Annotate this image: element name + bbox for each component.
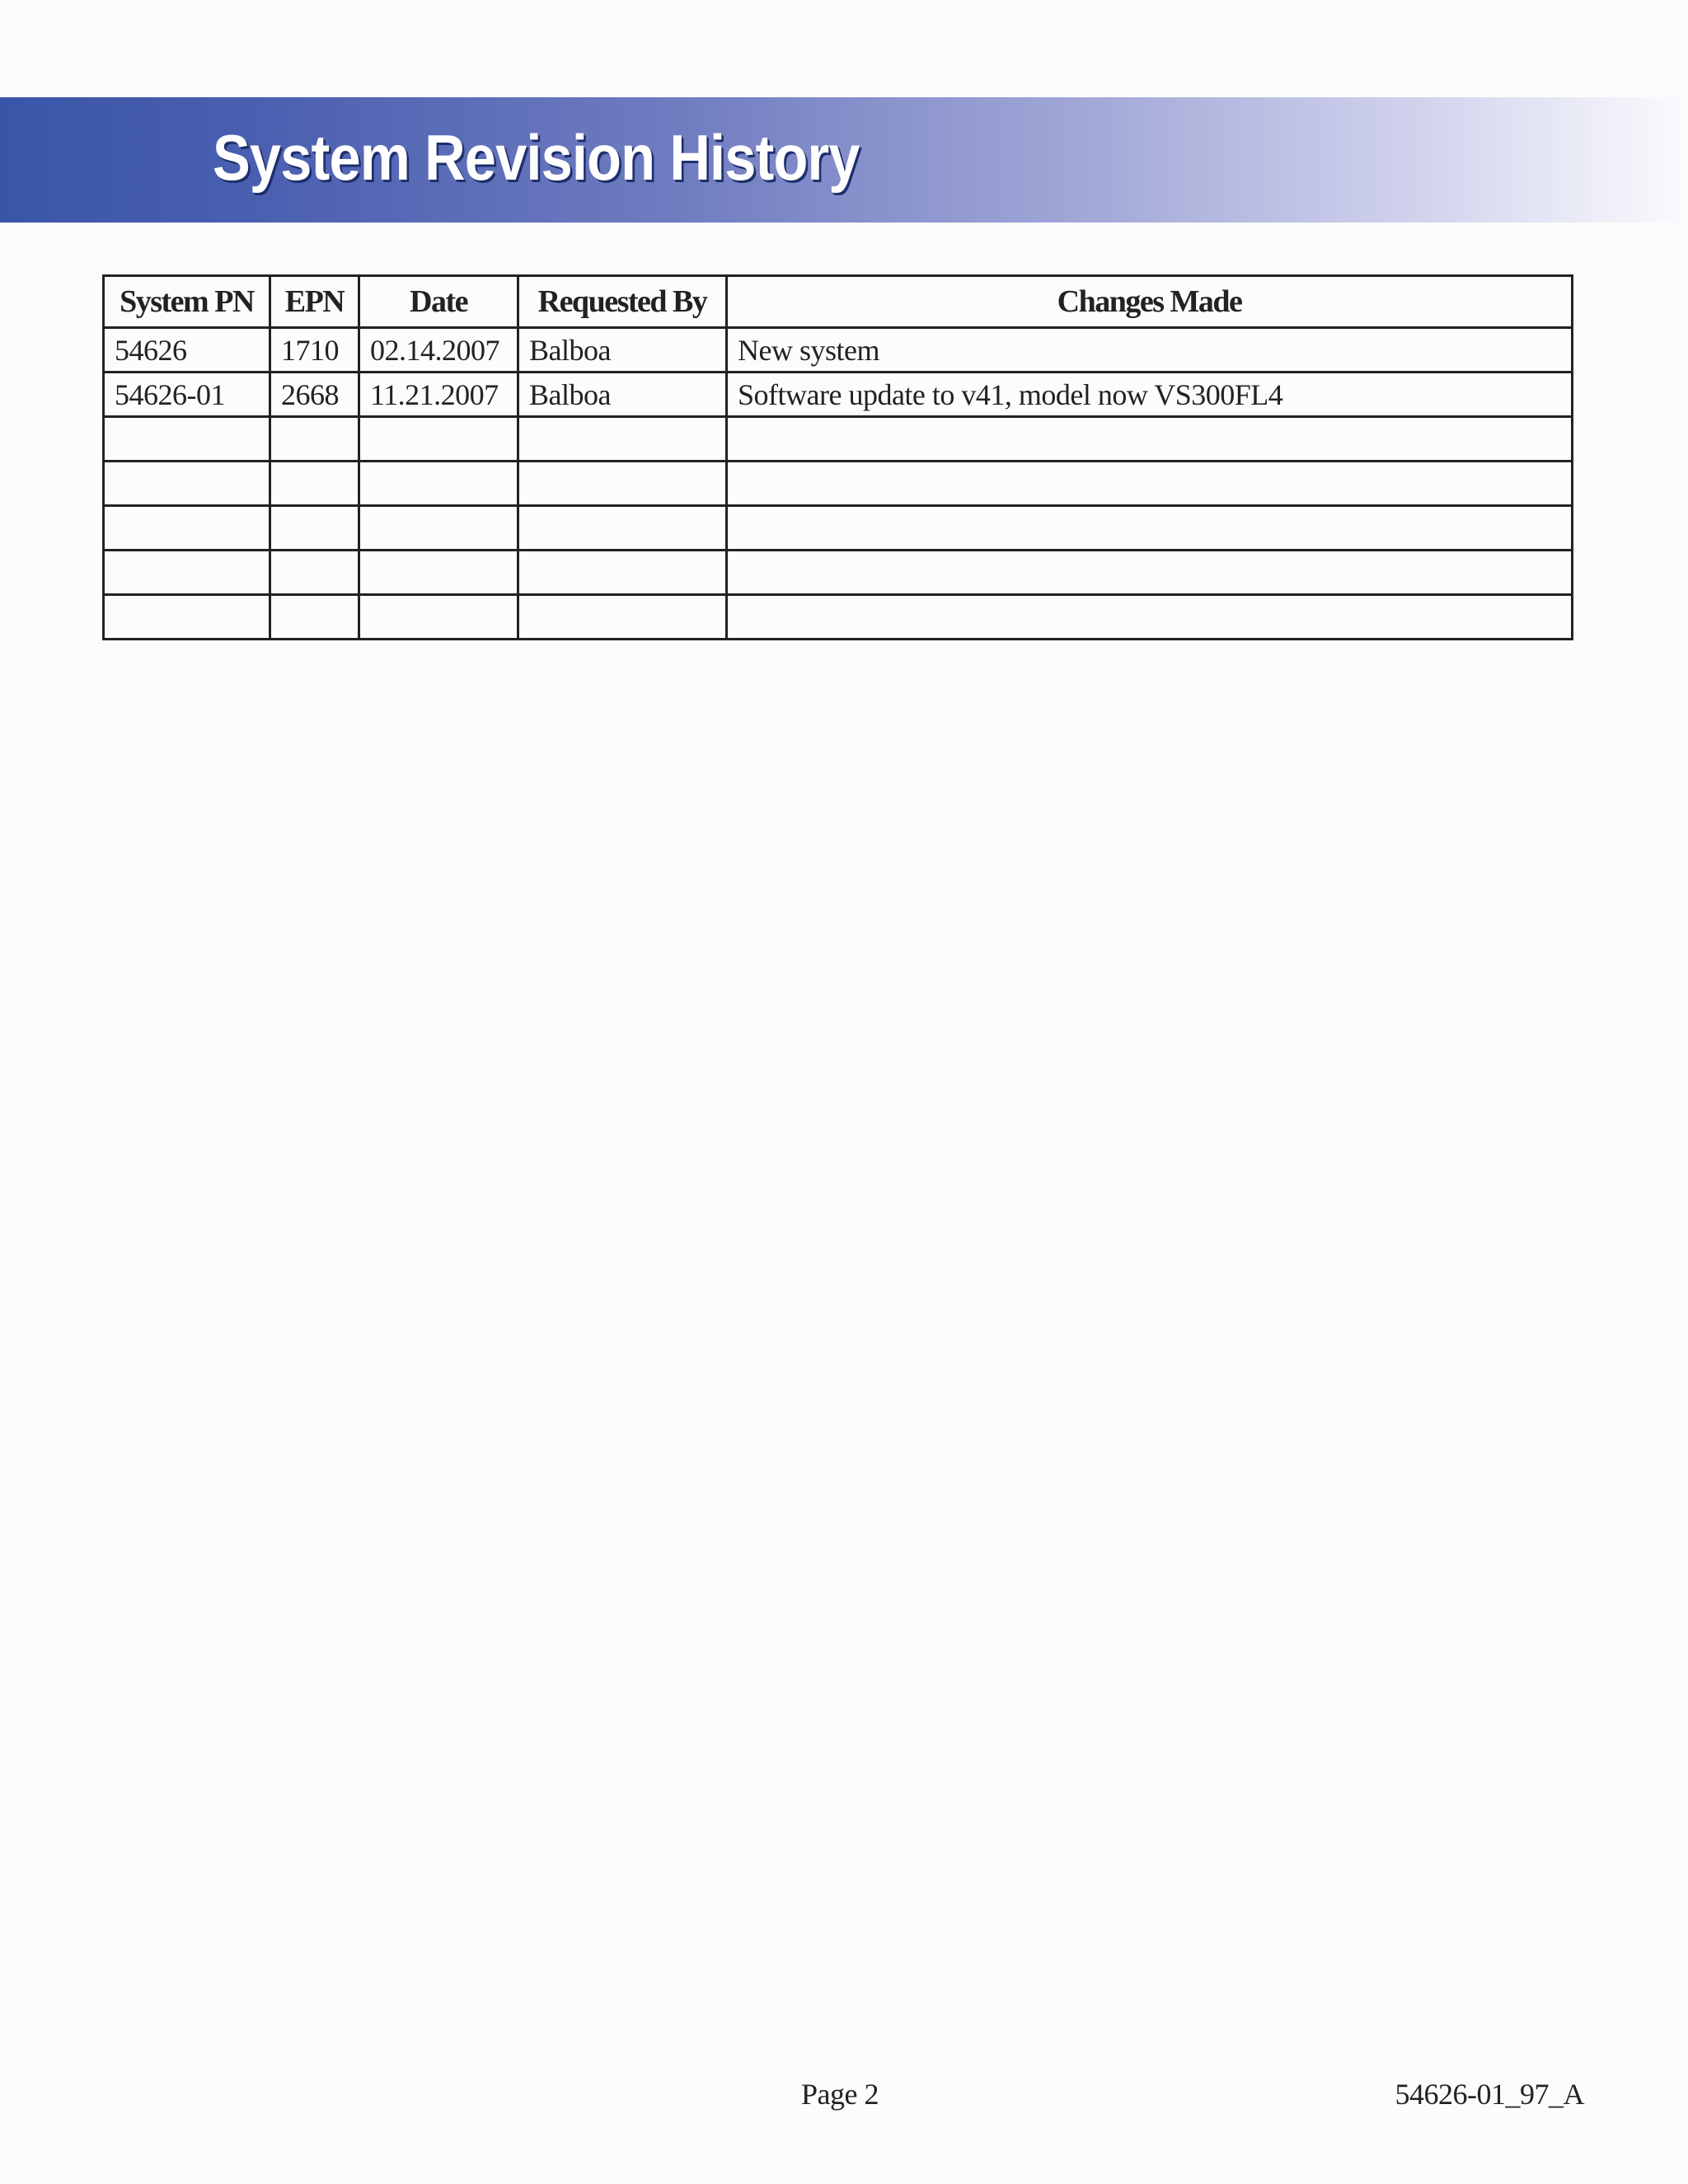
cell-requested-by (518, 462, 727, 506)
cell-epn (270, 551, 359, 595)
cell-epn (270, 595, 359, 640)
cell-changes-made: Software update to v41, model now VS300FL4 (727, 373, 1573, 417)
cell-date (359, 506, 518, 551)
cell-requested-by (518, 551, 727, 595)
table-row-empty (104, 417, 1573, 462)
cell-requested-by: Balboa (518, 373, 727, 417)
cell-changes-made (727, 551, 1573, 595)
cell-changes-made (727, 417, 1573, 462)
table-row-empty (104, 551, 1573, 595)
cell-epn: 1710 (270, 328, 359, 373)
cell-date (359, 551, 518, 595)
cell-system-pn: 54626-01 (104, 373, 270, 417)
column-header-changes-made: Changes Made (727, 276, 1573, 328)
cell-changes-made (727, 595, 1573, 640)
cell-epn (270, 506, 359, 551)
cell-date: 11.21.2007 (359, 373, 518, 417)
table-row (104, 373, 1573, 417)
cell-requested-by: Balboa (518, 328, 727, 373)
header-banner (0, 97, 1688, 223)
column-header-requested-by: Requested By (518, 276, 727, 328)
cell-date (359, 462, 518, 506)
cell-system-pn (104, 506, 270, 551)
column-header-date: Date (359, 276, 518, 328)
page-title: System Revision History (213, 121, 860, 194)
table-row-empty (104, 462, 1573, 506)
cell-system-pn (104, 462, 270, 506)
cell-date (359, 417, 518, 462)
cell-changes-made: New system (727, 328, 1573, 373)
cell-system-pn (104, 417, 270, 462)
cell-date (359, 595, 518, 640)
cell-system-pn (104, 595, 270, 640)
table-row (104, 328, 1573, 373)
column-header-system-pn: System PN (104, 276, 270, 328)
cell-system-pn: 54626 (104, 328, 270, 373)
document-number: 54626-01_97_A (1395, 2078, 1584, 2111)
cell-requested-by (518, 595, 727, 640)
table-header-row (104, 276, 1573, 328)
page-number: Page 2 (801, 2078, 879, 2111)
cell-changes-made (727, 462, 1573, 506)
cell-date: 02.14.2007 (359, 328, 518, 373)
cell-system-pn (104, 551, 270, 595)
cell-epn: 2668 (270, 373, 359, 417)
cell-requested-by (518, 506, 727, 551)
cell-epn (270, 417, 359, 462)
cell-requested-by (518, 417, 727, 462)
cell-epn (270, 462, 359, 506)
table-row-empty (104, 595, 1573, 640)
cell-changes-made (727, 506, 1573, 551)
revision-history-table (102, 274, 1573, 640)
table-row-empty (104, 506, 1573, 551)
column-header-epn: EPN (270, 276, 359, 328)
